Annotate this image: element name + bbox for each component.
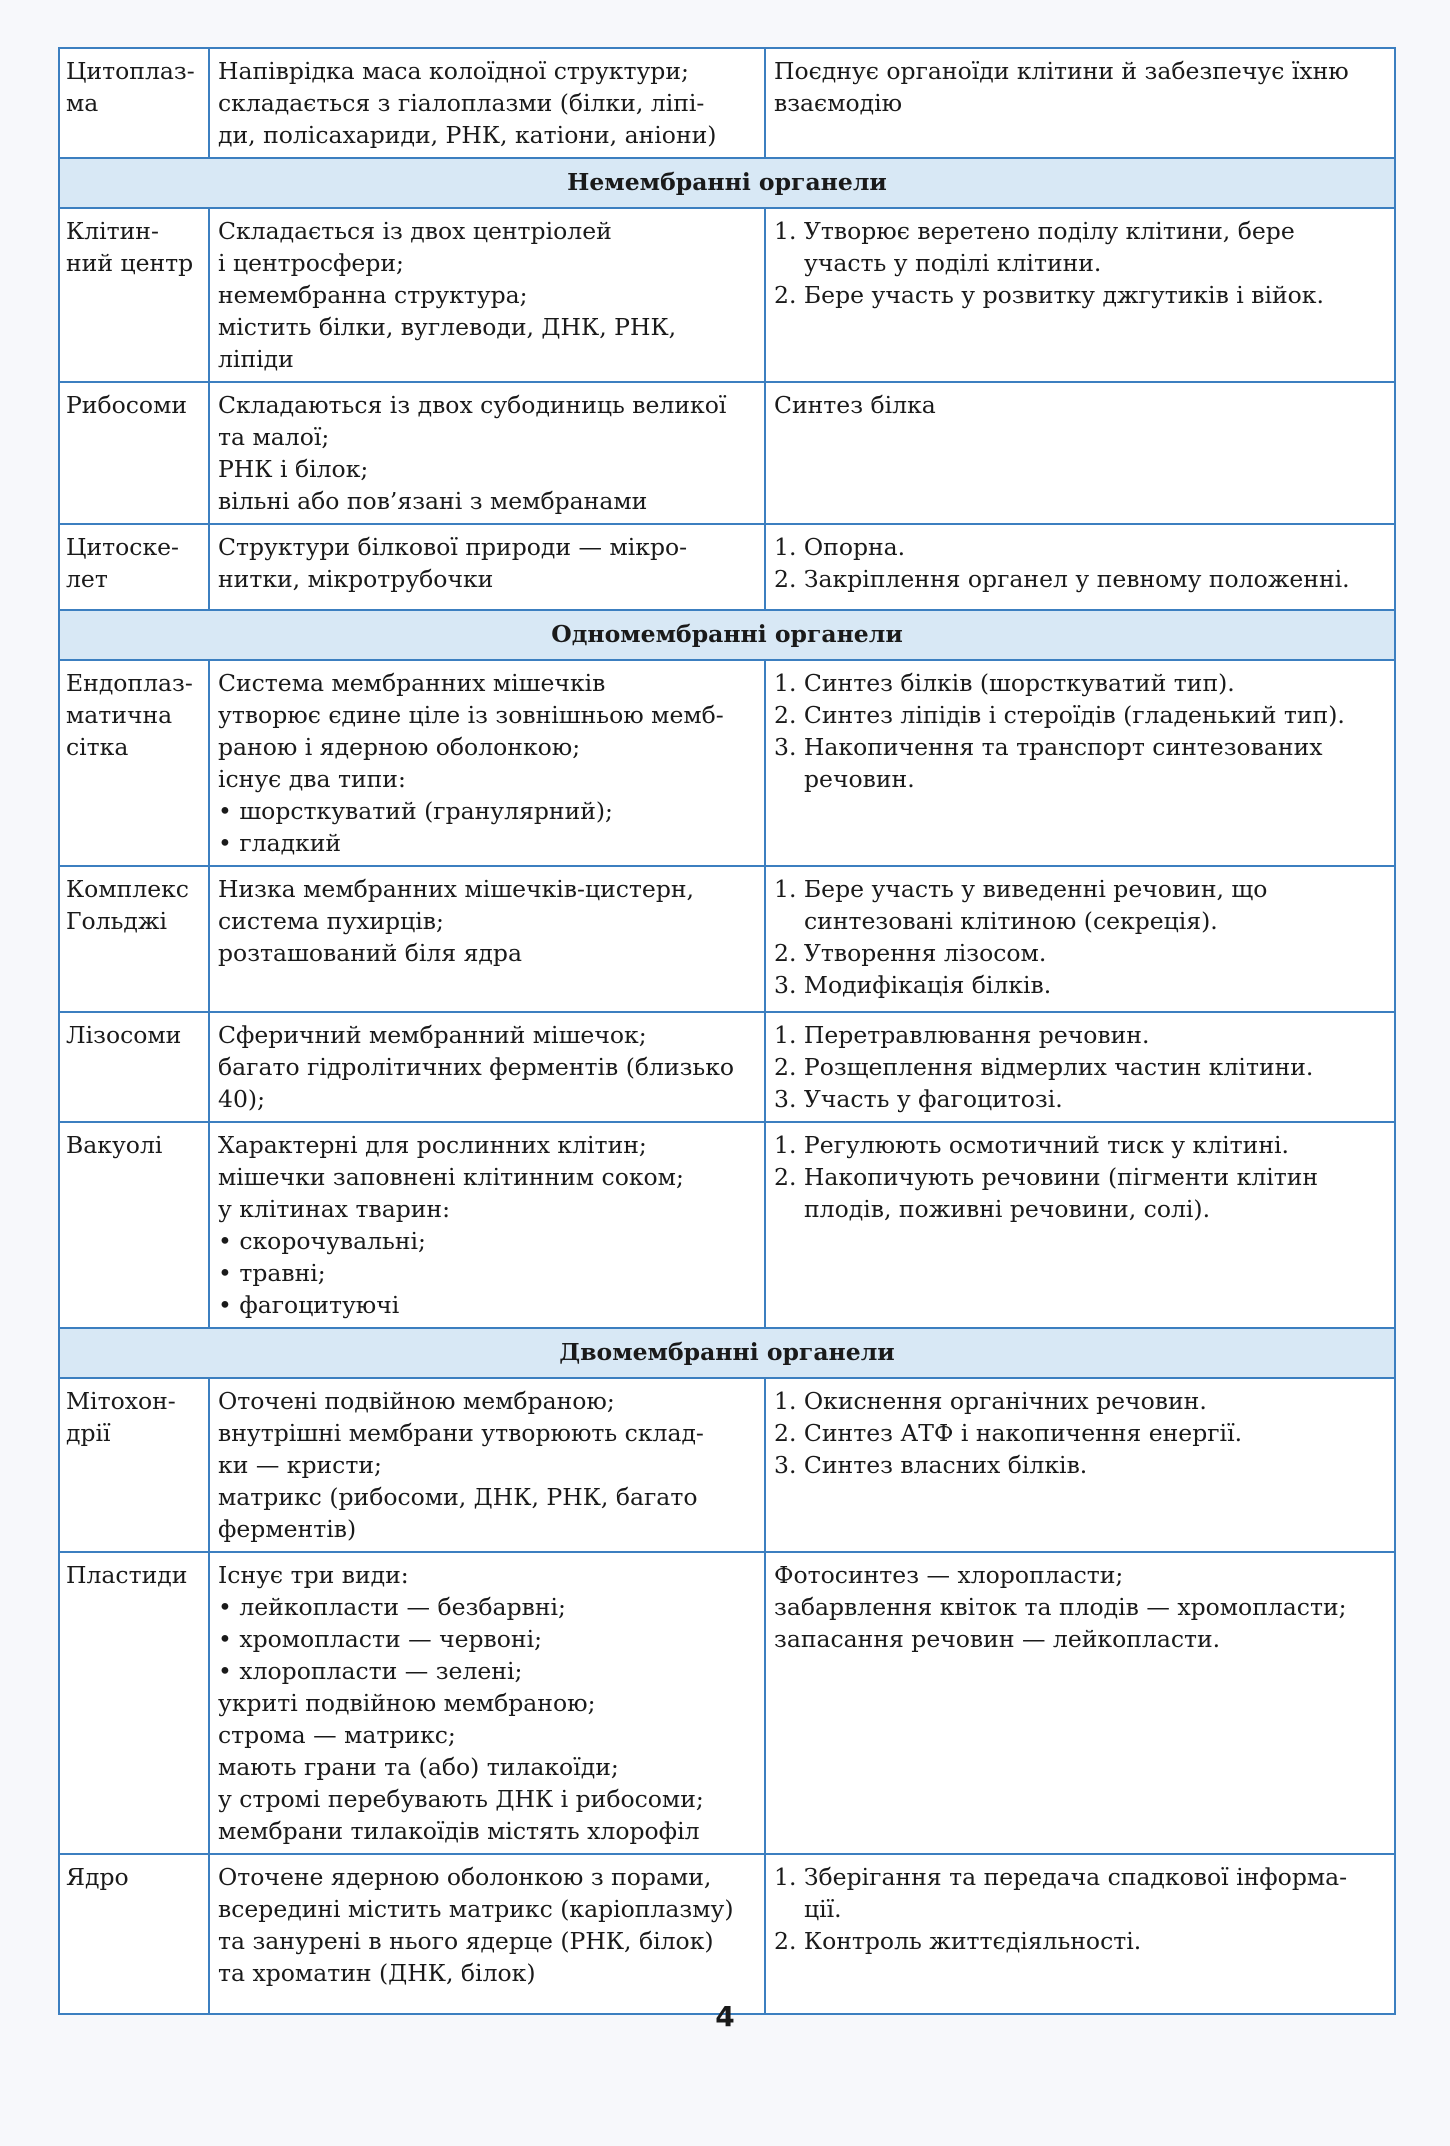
organelle-function: Фотосинтез — хлоропласти; забарвлення квіток та плодів — хромопласти; запасання речовин — лейкопласти. bbox=[765, 1552, 1395, 1854]
section-title-nonmembrane: Немембранні органели bbox=[59, 158, 1395, 208]
section-title-double-membrane: Двомембранні органели bbox=[59, 1328, 1395, 1378]
organelles-table bbox=[58, 47, 1396, 2015]
section-title-single-membrane: Одномембранні органели bbox=[59, 610, 1395, 660]
organelle-structure: Сферичний мембранний мішечок; багато гідролітичних ферментів (близько 40); bbox=[209, 1012, 765, 1122]
organelle-function: 1. Регулюють осмотичний тиск у клітині. 2. Накопичують речовини (пігменти клітин плодів, поживні речовини, солі). bbox=[765, 1122, 1395, 1328]
organelle-structure: Структури білкової природи — мікро- нитки, мікротрубочки bbox=[209, 524, 765, 610]
organelle-name: Цитоске- лет bbox=[59, 524, 209, 610]
organelle-structure: Складається із двох центріолей і центросфери; немембранна структура; містить білки, вуглеводи, ДНК, РНК, ліпіди bbox=[209, 208, 765, 382]
organelle-name: Вакуолі bbox=[59, 1122, 209, 1328]
organelle-name: Комплекс Гольджі bbox=[59, 866, 209, 1012]
table-row bbox=[59, 48, 1395, 158]
organelle-function: Поєднує органоїди клітини й забезпечує їхню взаємодію bbox=[765, 48, 1395, 158]
table-row bbox=[59, 524, 1395, 610]
table-row bbox=[59, 1122, 1395, 1328]
organelle-name: Мітохон- дрії bbox=[59, 1378, 209, 1552]
organelle-function: 1. Зберігання та передача спадкової інформа- ції. 2. Контроль життєдіяльності. bbox=[765, 1854, 1395, 2014]
organelle-structure: Оточене ядерною оболонкою з порами, всередині містить матрикс (каріоплазму) та занурені в нього ядерце (РНК, білок) та хроматин (ДНК, білок) bbox=[209, 1854, 765, 2014]
organelle-structure: Характерні для рослинних клітин; мішечки заповнені клітинним соком; у клітинах тварин: • скорочувальні; • травні; • фагоцитуючі bbox=[209, 1122, 765, 1328]
organelle-function: 1. Бере участь у виведенні речовин, що синтезовані клітиною (секреція). 2. Утворення лізосом. 3. Модифікація білків. bbox=[765, 866, 1395, 1012]
organelles-table-wrapper bbox=[58, 47, 1394, 2015]
section-header-row bbox=[59, 610, 1395, 660]
table-row bbox=[59, 1854, 1395, 2014]
organelle-function: 1. Синтез білків (шорсткуватий тип). 2. Синтез ліпідів і стероїдів (гладенький тип). 3. Накопичення та транспорт синтезованих речовин. bbox=[765, 660, 1395, 866]
organelle-name: Клітин- ний центр bbox=[59, 208, 209, 382]
section-header-row bbox=[59, 158, 1395, 208]
table-row bbox=[59, 866, 1395, 1012]
table-row bbox=[59, 1378, 1395, 1552]
organelle-name: Пластиди bbox=[59, 1552, 209, 1854]
table-row bbox=[59, 1552, 1395, 1854]
organelle-name: Цитоплаз- ма bbox=[59, 48, 209, 158]
organelle-function: 1. Окиснення органічних речовин. 2. Синтез АТФ і накопичення енергії. 3. Синтез власних білків. bbox=[765, 1378, 1395, 1552]
table-row bbox=[59, 208, 1395, 382]
organelle-name: Рибосоми bbox=[59, 382, 209, 524]
section-header-row bbox=[59, 1328, 1395, 1378]
organelle-structure: Система мембранних мішечків утворює єдине ціле із зовнішньою мемб- раною і ядерною оболонкою; існує два типи: • шорсткуватий (гранулярний); • гладкий bbox=[209, 660, 765, 866]
organelle-function: 1. Опорна. 2. Закріплення органел у певному положенні. bbox=[765, 524, 1395, 610]
page-number: 4 bbox=[715, 2000, 735, 2033]
organelle-structure: Оточені подвійною мембраною; внутрішні мембрани утворюють склад- ки — кристи; матрикс (рибосоми, ДНК, РНК, багато ферментів) bbox=[209, 1378, 765, 1552]
organelle-function: 1. Перетравлювання речовин. 2. Розщеплення відмерлих частин клітини. 3. Участь у фагоцитозі. bbox=[765, 1012, 1395, 1122]
organelle-function: 1. Утворює веретено поділу клітини, бере участь у поділі клітини. 2. Бере участь у розвитку джгутиків і війок. bbox=[765, 208, 1395, 382]
organelle-structure: Існує три види: • лейкопласти — безбарвні; • хромопласти — червоні; • хлоропласти — зелені; укриті подвійною мембраною; строма — матрикс; мають грани та (або) тилакоїди; у стромі перебувають ДНК і рибосоми; мембрани тилакоїдів містять хлорофіл bbox=[209, 1552, 765, 1854]
organelle-structure: Низка мембранних мішечків-цистерн, система пухирців; розташований біля ядра bbox=[209, 866, 765, 1012]
organelle-structure: Напіврідка маса колоїдної структури; складається з гіалоплазми (білки, ліпі- ди, полісахариди, РНК, катіони, аніони) bbox=[209, 48, 765, 158]
table-row bbox=[59, 382, 1395, 524]
organelle-name: Ендоплаз- матична сітка bbox=[59, 660, 209, 866]
organelle-name: Лізосоми bbox=[59, 1012, 209, 1122]
table-row bbox=[59, 660, 1395, 866]
table-row bbox=[59, 1012, 1395, 1122]
organelle-function: Синтез білка bbox=[765, 382, 1395, 524]
organelle-name: Ядро bbox=[59, 1854, 209, 2014]
organelle-structure: Складаються із двох субодиниць великої та малої; РНК і білок; вільні або пов’язані з мембранами bbox=[209, 382, 765, 524]
